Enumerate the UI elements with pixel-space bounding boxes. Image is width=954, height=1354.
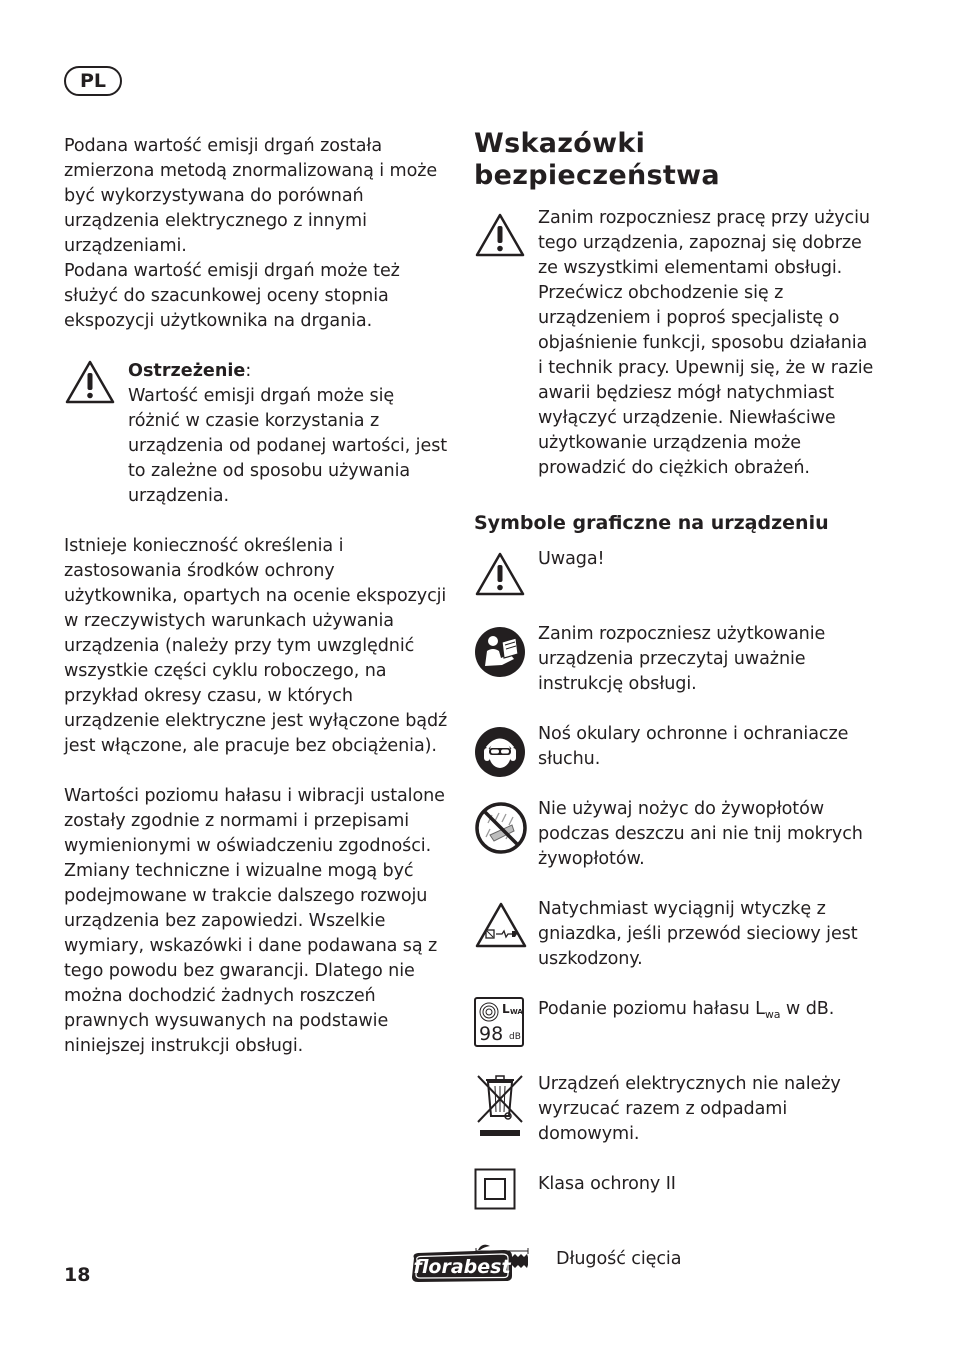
symbol-row-cutting-length (474, 1247, 874, 1297)
symbol-row-noise-level (474, 997, 874, 1047)
norms-paragraph: Wartości poziomu hałasu i wibracji ustalone zostały zgodnie z normami i przepisami wymienionymi w oświadczeniu zgodności. Zmiany techniczne i wizualne mogą być podejmowane w trakcie dalszego rozwoju urządzenia bez zapowiedzi. Wszelkie wymiary, wskazówki i dane podawana są z tego powodu bez gwarancji. Dlatego nie można dochodzić żadnych roszczeń prawnych wysuwanych na podstawie niniejszej instrukcji obsługi. (64, 786, 445, 1056)
right-column (474, 128, 874, 1297)
page-number: 18 (64, 1264, 91, 1286)
language-badge (64, 66, 122, 96)
noise-level-icon (474, 997, 524, 1047)
safety-intro-text: Zanim rozpoczniesz pracę przy użyciu tego urządzenia, zapoznaj się dobrze ze wszystkimi elementami obsługi. Przećwicz obchodzenie się z urządzeniem i poproś specjalistę o objaśnienie funkcji, sposobu działania i technik pracy. Upewnij się, że w razie awarii będziesz mógł natychmiast wyłączyć urządzenie. Niewłaściwe użytkowanie urządzenia może prowadzić do ciężkich obrażeń. (538, 208, 874, 478)
symbol-row-unplug (474, 897, 874, 972)
symbol-row-no-rain (474, 797, 874, 872)
symbol-row-attention (474, 547, 874, 597)
left-column (64, 134, 448, 1059)
read-manual-icon (474, 626, 526, 682)
protection-paragraph: Istnieje konieczność określenia i zastosowania środków ochrony użytkownika, opartych na ocenie ekspozycji w rzeczywistych warunkach używania urządzenia (należy przy tym uwzględnić wszystkie części cyklu roboczego, na przykład okresy czasu, w których urządzenie elektryczne jest wyłączone bądź jest włączone, ale pracuje bez obciążenia). (64, 536, 448, 756)
safety-intro (474, 206, 874, 481)
vibration-warning (64, 359, 448, 509)
warning-text: Wartość emisji drgań może się różnić w czasie korzystania z urządzenia od podanej wartości, jest to zależne od sposobu używania urządzenia. (128, 386, 448, 506)
warning-triangle-icon (474, 551, 526, 601)
symbol-text: Noś okulary ochronne i ochraniacze słuchu. (538, 724, 849, 769)
warning-title: Ostrzeżenie (128, 361, 246, 381)
noise-text-sub: wa (764, 1008, 781, 1021)
symbols-title: Symbole graficzne na urządzeniu (474, 512, 829, 534)
vibration-paragraph-2: Podana wartość emisji drgań może też służyć do szacunkowej oceny stopnia ekspozycji użytkownika na drgania. (64, 261, 400, 331)
noise-badge-unit: dB (509, 1032, 521, 1042)
symbol-row-weee (474, 1072, 874, 1147)
noise-text-after: w dB. (780, 999, 835, 1019)
noise-badge-sub: WA (510, 1008, 523, 1016)
no-rain-icon (474, 801, 528, 859)
symbol-text: Nie używaj nożyc do żywopłotów podczas deszczu ani nie tnij mokrych żywopłotów. (538, 799, 863, 869)
symbol-text: Klasa ochrony II (538, 1174, 676, 1194)
warning-colon: : (245, 361, 252, 381)
noise-badge-label: L (502, 1002, 510, 1016)
warning-triangle-icon (474, 212, 526, 262)
symbol-text (538, 997, 874, 1027)
language-code: PL (79, 70, 107, 92)
symbol-row-protection (474, 722, 874, 772)
vibration-paragraph-1: Podana wartość emisji drgań została zmierzona metodą znormalizowaną i może być wykorzystywana do porównań urządzenia elektrycznego z innymi urządzeniami. (64, 136, 438, 256)
eye-ear-protection-icon (474, 726, 526, 782)
section-title: Wskazówki bezpieczeństwa (474, 128, 720, 191)
symbol-text: Urządzeń elektrycznych nie należy wyrzucać razem z odpadami domowymi. (538, 1074, 841, 1144)
symbol-row-class-ii (474, 1172, 874, 1222)
noise-text-before: Podanie poziomu hałasu L (538, 999, 765, 1019)
symbol-text: Natychmiast wyciągnij wtyczkę z gniazdka, jeśli przewód sieciowy jest uszkodzony. (538, 899, 858, 969)
brand-name: florabest (413, 1256, 511, 1278)
weee-bin-icon (474, 1072, 526, 1144)
symbol-text: Uwaga! (538, 549, 605, 569)
symbol-row-read-manual (474, 622, 874, 697)
protection-class-ii-icon (474, 1168, 516, 1214)
unplug-damaged-cable-icon (474, 901, 528, 953)
symbol-text: Zanim rozpoczniesz użytkowanie urządzenia przeczytaj uważnie instrukcję obsługi. (538, 624, 826, 694)
brand-logo (408, 1244, 516, 1290)
symbol-text: Długość cięcia (556, 1249, 682, 1269)
warning-triangle-icon (64, 359, 116, 409)
noise-badge-value: 98 (479, 1023, 504, 1045)
